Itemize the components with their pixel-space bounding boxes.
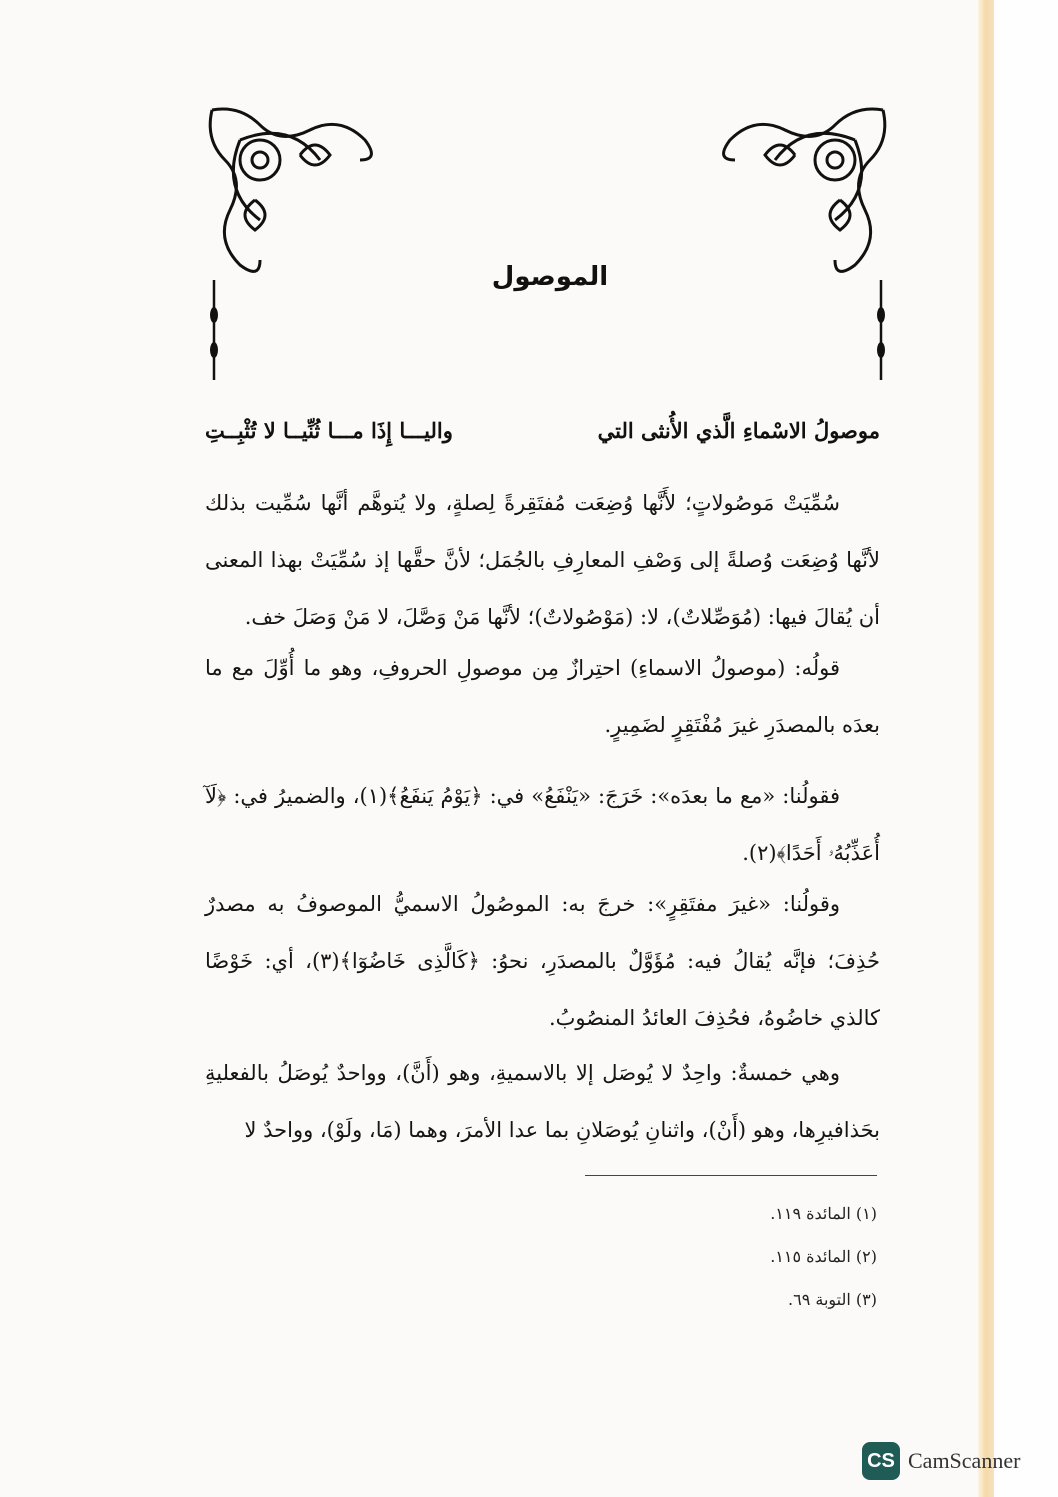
ornamental-frame <box>200 100 895 390</box>
paragraph-text: قولُه: (موصولُ الاسماءِ) احتِرازٌ مِن موصولِ الحروفِ، وهو ما أُوِّلَ مع ما بعدَه بالمصدَرِ غيرَ مُفْتَقِرٍ لضَمِيرٍ. <box>205 656 880 737</box>
footnote-divider <box>585 1175 877 1176</box>
paragraph-text: فقولُنا: «مع ما بعدَه»: خَرَجَ: «يَنْفَعُ» في: ﴿يَوْمُ يَنفَعُ﴾(١)، والضميرُ في: ﴿لَآ أُعَذِّبُهُۥ أَحَدًا﴾(٢). <box>205 784 880 865</box>
verse-first-hemistich: موصولُ الاسْماءِ الَّذي الأُنثى التي <box>597 418 880 443</box>
scan-margin <box>994 0 1058 1497</box>
verse-second-hemistich: واليـــا إِذَا مـــا ثُنِّيــا لا تُثْبِــتِ <box>205 418 453 443</box>
page-edge <box>978 0 994 1497</box>
paragraph <box>205 1045 880 1159</box>
paragraph <box>205 640 880 754</box>
verse-line <box>205 418 880 443</box>
paragraph <box>205 768 880 882</box>
paragraph <box>205 475 880 646</box>
paragraph-text: وهي خمسةٌ: واحِدٌ لا يُوصَل إلا بالاسميةِ، وهو (أَنَّ)، وواحدٌ يُوصَلُ بالفعليةِ بحَذافيرِها، وهو (أَنْ)، واثنانِ يُوصَلانِ بما عدا الأمرَ، وهما (مَا، ولَوْ)، وواحدٌ لا <box>205 1061 880 1142</box>
paragraph-text: وقولُنا: «غيرَ مفتَقِرٍ»: خرجَ به: الموصُولُ الاسميُّ الموصوفُ به مصدرٌ حُذِفَ؛ فإنَّه يُقالُ فيه: مُؤَوَّلٌ بالمصدَرِ، نحوُ: ﴿كَالَّذِى خَاضُوٓا﴾(٣)، أي: خَوْضًا كالذي خاضُوهُ، فحُذِفَ العائدُ المنصُوبُ. <box>205 892 880 1030</box>
ornament-left-corner <box>210 109 371 271</box>
footnote: (٣) التوبة ٦٩. <box>788 1290 877 1309</box>
footnote: (٢) المائدة ١١٥. <box>770 1247 877 1266</box>
paragraph <box>205 876 880 1047</box>
footnote: (١) المائدة ١١٩. <box>770 1204 877 1223</box>
camscanner-watermark <box>862 1442 1020 1480</box>
paragraph-text: سُمِّيَتْ مَوصُولاتٍ؛ لأَنَّها وُضِعَت مُفتَقِرةً لِصلةٍ، ولا يُتوهَّم أنَّها سُمِّيت بذلك لأنَّها وُضِعَت وُصلةً إلى وَصْفِ المعارِفِ بالجُمَل؛ لأنَّ حقَّها إذ سُمِّيَتْ بهذا المعنى أن يُقالَ فيها: (مُوَصِّلاتٌ)، لا: (مَوْصُولاتٌ)؛ لأنَّها مَنْ وَصَّلَ، لا مَنْ وَصَلَ خف. <box>205 491 880 629</box>
camscanner-name: CamScanner <box>908 1448 1021 1473</box>
ornament-right-corner <box>724 109 885 271</box>
footnotes <box>585 1192 877 1321</box>
chapter-title: الموصول <box>491 262 609 292</box>
camscanner-logo-icon: CS <box>862 1442 900 1480</box>
